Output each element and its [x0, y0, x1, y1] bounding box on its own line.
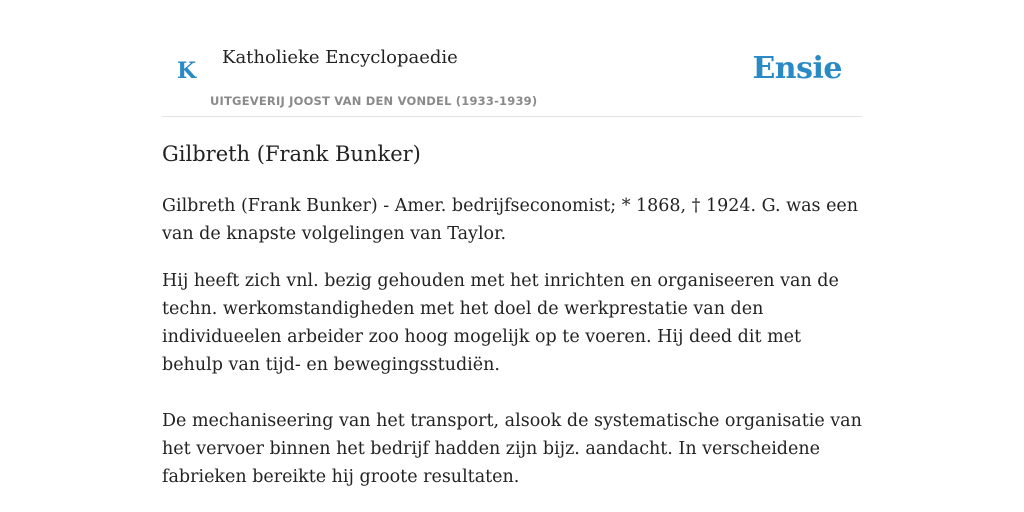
- article-title: Gilbreth (Frank Bunker): [162, 142, 421, 166]
- article-paragraph: Hij heeft zich vnl. bezig gehouden met het inrichten en organiseeren van de techn. werkomstandigheden met het doel de werkprestatie van den individueelen arbeider zoo hoog mogelijk op te voeren. Hij deed dit met behulp van tijd- en bewegingsstudiën.: [162, 271, 839, 375]
- publisher-line: UITGEVERIJ JOOST VAN DEN VONDEL (1933-1939): [210, 94, 538, 108]
- page-header: [162, 0, 862, 117]
- ensie-brand-logo[interactable]: Ensie: [752, 51, 842, 86]
- article-paragraph: De mechaniseering van het transport, alsook de systematische organisatie van het vervoer binnen het bedrijf hadden zijn bijz. aandacht. In verscheidene fabrieken bereikte hij groote resultaten.: [162, 411, 862, 487]
- article: [162, 136, 862, 487]
- article-paragraph: Gilbreth (Frank Bunker) - Amer. bedrijfseconomist; * 1868, † 1924. G. was een van de knapste volgelingen van Taylor.: [162, 196, 859, 244]
- publication-title-link[interactable]: Katholieke Encyclopaedie: [222, 47, 458, 68]
- publication-logo-k[interactable]: K: [177, 58, 197, 84]
